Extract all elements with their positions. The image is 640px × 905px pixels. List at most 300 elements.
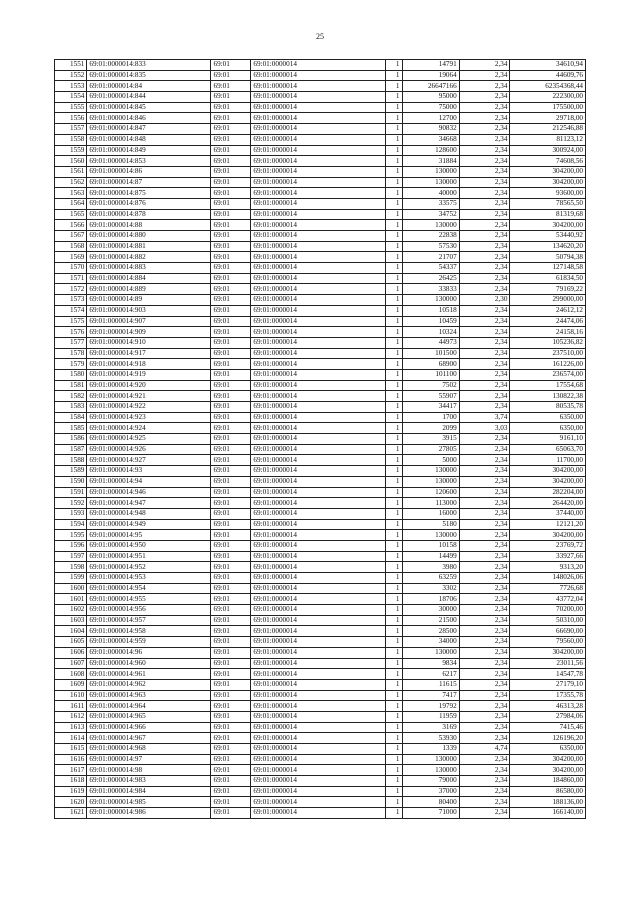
area-cell: 128600 — [402, 145, 459, 156]
area-cell: 3169 — [402, 722, 459, 733]
count-cell: 1 — [386, 754, 402, 765]
district-code-cell: 69:01 — [211, 423, 251, 434]
rate-cell: 2,34 — [459, 263, 510, 274]
row-number-cell: 1561 — [55, 166, 87, 177]
row-number-cell: 1605 — [55, 637, 87, 648]
cadastral-value-cell: 50310,00 — [510, 615, 586, 626]
area-cell: 34752 — [402, 209, 459, 220]
cadastral-number-cell: 69:01:0000014:955 — [87, 594, 211, 605]
cadastral-value-cell: 61834,50 — [510, 273, 586, 284]
table-row — [55, 615, 586, 626]
cadastral-value-cell: 304200,00 — [510, 754, 586, 765]
table-row — [55, 327, 586, 338]
row-number-cell: 1587 — [55, 444, 87, 455]
cadastral-quarter-cell: 69:01:0000014 — [251, 380, 386, 391]
row-number-cell: 1621 — [55, 808, 87, 819]
count-cell: 1 — [386, 359, 402, 370]
row-number-cell: 1595 — [55, 530, 87, 541]
cadastral-number-cell: 69:01:0000014:986 — [87, 808, 211, 819]
cadastral-value-cell: 212546,88 — [510, 124, 586, 135]
table-row — [55, 744, 586, 755]
row-number-cell: 1581 — [55, 380, 87, 391]
district-code-cell: 69:01 — [211, 284, 251, 295]
cadastral-number-cell: 69:01:0000014:882 — [87, 252, 211, 263]
cadastral-number-cell: 69:01:0000014:926 — [87, 444, 211, 455]
cadastral-value-cell: 37440,00 — [510, 508, 586, 519]
row-number-cell: 1592 — [55, 498, 87, 509]
cadastral-quarter-cell: 69:01:0000014 — [251, 316, 386, 327]
rate-cell: 2,34 — [459, 540, 510, 551]
district-code-cell: 69:01 — [211, 605, 251, 616]
cadastral-number-cell: 69:01:0000014:903 — [87, 305, 211, 316]
cadastral-value-cell: 236574,00 — [510, 369, 586, 380]
cadastral-quarter-cell: 69:01:0000014 — [251, 295, 386, 306]
cadastral-quarter-cell: 69:01:0000014 — [251, 220, 386, 231]
district-code-cell: 69:01 — [211, 263, 251, 274]
count-cell: 1 — [386, 776, 402, 787]
cadastral-quarter-cell: 69:01:0000014 — [251, 337, 386, 348]
rate-cell: 2,34 — [459, 455, 510, 466]
rate-cell: 2,34 — [459, 81, 510, 92]
area-cell: 34417 — [402, 402, 459, 413]
rate-cell: 2,34 — [459, 754, 510, 765]
row-number-cell: 1557 — [55, 124, 87, 135]
row-number-cell: 1607 — [55, 658, 87, 669]
count-cell: 1 — [386, 508, 402, 519]
cadastral-number-cell: 69:01:0000014:833 — [87, 60, 211, 71]
cadastral-value-cell: 80535,78 — [510, 402, 586, 413]
cadastral-quarter-cell: 69:01:0000014 — [251, 359, 386, 370]
table-row — [55, 60, 586, 71]
cadastral-value-cell: 188136,00 — [510, 797, 586, 808]
cadastral-number-cell: 69:01:0000014:845 — [87, 102, 211, 113]
row-number-cell: 1620 — [55, 797, 87, 808]
rate-cell: 2,34 — [459, 348, 510, 359]
table-row — [55, 540, 586, 551]
cadastral-number-cell: 69:01:0000014:849 — [87, 145, 211, 156]
count-cell: 1 — [386, 530, 402, 541]
area-cell: 1339 — [402, 744, 459, 755]
count-cell: 1 — [386, 690, 402, 701]
rate-cell: 2,34 — [459, 327, 510, 338]
row-number-cell: 1593 — [55, 508, 87, 519]
table-row — [55, 348, 586, 359]
cadastral-number-cell: 69:01:0000014:878 — [87, 209, 211, 220]
row-number-cell: 1579 — [55, 359, 87, 370]
table-row — [55, 380, 586, 391]
count-cell: 1 — [386, 562, 402, 573]
table-row — [55, 444, 586, 455]
count-cell: 1 — [386, 744, 402, 755]
area-cell: 2099 — [402, 423, 459, 434]
district-code-cell: 69:01 — [211, 551, 251, 562]
count-cell: 1 — [386, 177, 402, 188]
count-cell: 1 — [386, 380, 402, 391]
cadastral-number-cell: 69:01:0000014:961 — [87, 669, 211, 680]
count-cell: 1 — [386, 220, 402, 231]
cadastral-quarter-cell: 69:01:0000014 — [251, 263, 386, 274]
cadastral-number-cell: 69:01:0000014:985 — [87, 797, 211, 808]
row-number-cell: 1590 — [55, 476, 87, 487]
table-row — [55, 81, 586, 92]
rate-cell: 2,34 — [459, 690, 510, 701]
table-row — [55, 701, 586, 712]
district-code-cell: 69:01 — [211, 241, 251, 252]
district-code-cell: 69:01 — [211, 690, 251, 701]
district-code-cell: 69:01 — [211, 573, 251, 584]
area-cell: 130000 — [402, 754, 459, 765]
cadastral-value-cell: 70200,00 — [510, 605, 586, 616]
cadastral-quarter-cell: 69:01:0000014 — [251, 797, 386, 808]
area-cell: 7502 — [402, 380, 459, 391]
row-number-cell: 1602 — [55, 605, 87, 616]
cadastral-quarter-cell: 69:01:0000014 — [251, 455, 386, 466]
rate-cell: 2,34 — [459, 305, 510, 316]
cadastral-value-cell: 11700,00 — [510, 455, 586, 466]
cadastral-number-cell: 69:01:0000014:853 — [87, 156, 211, 167]
district-code-cell: 69:01 — [211, 466, 251, 477]
cadastral-number-cell: 69:01:0000014:963 — [87, 690, 211, 701]
area-cell: 11959 — [402, 711, 459, 722]
cadastral-quarter-cell: 69:01:0000014 — [251, 70, 386, 81]
cadastral-value-cell: 7726,68 — [510, 583, 586, 594]
cadastral-value-cell: 9161,10 — [510, 434, 586, 445]
cadastral-number-cell: 69:01:0000014:910 — [87, 337, 211, 348]
table-row — [55, 273, 586, 284]
area-cell: 40000 — [402, 188, 459, 199]
cadastral-quarter-cell: 69:01:0000014 — [251, 444, 386, 455]
area-cell: 19792 — [402, 701, 459, 712]
district-code-cell: 69:01 — [211, 70, 251, 81]
rate-cell: 2,34 — [459, 797, 510, 808]
area-cell: 3915 — [402, 434, 459, 445]
area-cell: 5000 — [402, 455, 459, 466]
table-row — [55, 776, 586, 787]
cadastral-quarter-cell: 69:01:0000014 — [251, 423, 386, 434]
row-number-cell: 1603 — [55, 615, 87, 626]
cadastral-quarter-cell: 69:01:0000014 — [251, 124, 386, 135]
row-number-cell: 1601 — [55, 594, 87, 605]
district-code-cell: 69:01 — [211, 487, 251, 498]
district-code-cell: 69:01 — [211, 124, 251, 135]
cadastral-number-cell: 69:01:0000014:881 — [87, 241, 211, 252]
district-code-cell: 69:01 — [211, 220, 251, 231]
count-cell: 1 — [386, 337, 402, 348]
rate-cell: 2,34 — [459, 487, 510, 498]
cadastral-value-cell: 6350,00 — [510, 412, 586, 423]
table-row — [55, 594, 586, 605]
area-cell: 55907 — [402, 391, 459, 402]
row-number-cell: 1562 — [55, 177, 87, 188]
count-cell: 1 — [386, 166, 402, 177]
district-code-cell: 69:01 — [211, 337, 251, 348]
rate-cell: 2,34 — [459, 402, 510, 413]
area-cell: 101100 — [402, 369, 459, 380]
count-cell: 1 — [386, 466, 402, 477]
cadastral-quarter-cell: 69:01:0000014 — [251, 113, 386, 124]
rate-cell: 3,74 — [459, 412, 510, 423]
row-number-cell: 1552 — [55, 70, 87, 81]
district-code-cell: 69:01 — [211, 797, 251, 808]
district-code-cell: 69:01 — [211, 594, 251, 605]
cadastral-number-cell: 69:01:0000014:983 — [87, 776, 211, 787]
cadastral-value-cell: 127148,58 — [510, 263, 586, 274]
district-code-cell: 69:01 — [211, 60, 251, 71]
district-code-cell: 69:01 — [211, 679, 251, 690]
district-code-cell: 69:01 — [211, 615, 251, 626]
area-cell: 130000 — [402, 220, 459, 231]
rate-cell: 2,34 — [459, 220, 510, 231]
district-code-cell: 69:01 — [211, 316, 251, 327]
row-number-cell: 1575 — [55, 316, 87, 327]
area-cell: 30000 — [402, 605, 459, 616]
district-code-cell: 69:01 — [211, 476, 251, 487]
rate-cell: 2,34 — [459, 380, 510, 391]
district-code-cell: 69:01 — [211, 102, 251, 113]
district-code-cell: 69:01 — [211, 626, 251, 637]
count-cell: 1 — [386, 316, 402, 327]
count-cell: 1 — [386, 797, 402, 808]
area-cell: 34000 — [402, 637, 459, 648]
count-cell: 1 — [386, 188, 402, 199]
area-cell: 79000 — [402, 776, 459, 787]
count-cell: 1 — [386, 679, 402, 690]
area-cell: 101500 — [402, 348, 459, 359]
cadastral-number-cell: 69:01:0000014:957 — [87, 615, 211, 626]
count-cell: 1 — [386, 605, 402, 616]
area-cell: 71000 — [402, 808, 459, 819]
district-code-cell: 69:01 — [211, 391, 251, 402]
cadastral-number-cell: 69:01:0000014:967 — [87, 733, 211, 744]
table-row — [55, 188, 586, 199]
cadastral-number-cell: 69:01:0000014:86 — [87, 166, 211, 177]
cadastral-value-cell: 43772,04 — [510, 594, 586, 605]
area-cell: 14791 — [402, 60, 459, 71]
cadastral-quarter-cell: 69:01:0000014 — [251, 573, 386, 584]
district-code-cell: 69:01 — [211, 519, 251, 530]
count-cell: 1 — [386, 455, 402, 466]
cadastral-number-cell: 69:01:0000014:98 — [87, 765, 211, 776]
row-number-cell: 1558 — [55, 134, 87, 145]
area-cell: 57530 — [402, 241, 459, 252]
area-cell: 3302 — [402, 583, 459, 594]
row-number-cell: 1551 — [55, 60, 87, 71]
rate-cell: 2,34 — [459, 573, 510, 584]
cadastral-number-cell: 69:01:0000014:847 — [87, 124, 211, 135]
rate-cell: 2,34 — [459, 359, 510, 370]
count-cell: 1 — [386, 60, 402, 71]
area-cell: 5180 — [402, 519, 459, 530]
cadastral-number-cell: 69:01:0000014:93 — [87, 466, 211, 477]
rate-cell: 2,34 — [459, 60, 510, 71]
cadastral-quarter-cell: 69:01:0000014 — [251, 519, 386, 530]
table-row — [55, 102, 586, 113]
cadastral-number-cell: 69:01:0000014:88 — [87, 220, 211, 231]
rate-cell: 4,74 — [459, 744, 510, 755]
district-code-cell: 69:01 — [211, 166, 251, 177]
table-row — [55, 92, 586, 103]
area-cell: 3980 — [402, 562, 459, 573]
cadastral-value-cell: 304200,00 — [510, 466, 586, 477]
cadastral-value-cell: 86580,00 — [510, 786, 586, 797]
table-row — [55, 808, 586, 819]
rate-cell: 2,34 — [459, 337, 510, 348]
rate-cell: 2,34 — [459, 369, 510, 380]
count-cell: 1 — [386, 637, 402, 648]
district-code-cell: 69:01 — [211, 327, 251, 338]
rate-cell: 2,34 — [459, 701, 510, 712]
count-cell: 1 — [386, 765, 402, 776]
table-row — [55, 434, 586, 445]
cadastral-quarter-cell: 69:01:0000014 — [251, 594, 386, 605]
cadastral-value-cell: 50794,38 — [510, 252, 586, 263]
cadastral-value-cell: 81319,68 — [510, 209, 586, 220]
district-code-cell: 69:01 — [211, 455, 251, 466]
rate-cell: 2,34 — [459, 273, 510, 284]
cadastral-value-cell: 148026,06 — [510, 573, 586, 584]
row-number-cell: 1589 — [55, 466, 87, 477]
area-cell: 7417 — [402, 690, 459, 701]
table-row — [55, 658, 586, 669]
area-cell: 21500 — [402, 615, 459, 626]
district-code-cell: 69:01 — [211, 231, 251, 242]
row-number-cell: 1577 — [55, 337, 87, 348]
cadastral-value-cell: 23011,56 — [510, 658, 586, 669]
table-row — [55, 145, 586, 156]
cadastral-value-cell: 79560,00 — [510, 637, 586, 648]
count-cell: 1 — [386, 626, 402, 637]
table-row — [55, 305, 586, 316]
row-number-cell: 1574 — [55, 305, 87, 316]
cadastral-number-cell: 69:01:0000014:94 — [87, 476, 211, 487]
cadastral-value-cell: 93600,00 — [510, 188, 586, 199]
cadastral-quarter-cell: 69:01:0000014 — [251, 241, 386, 252]
cadastral-quarter-cell: 69:01:0000014 — [251, 177, 386, 188]
cadastral-value-cell: 237510,00 — [510, 348, 586, 359]
row-number-cell: 1612 — [55, 711, 87, 722]
area-cell: 10459 — [402, 316, 459, 327]
area-cell: 12700 — [402, 113, 459, 124]
district-code-cell: 69:01 — [211, 701, 251, 712]
area-cell: 80400 — [402, 797, 459, 808]
table-row — [55, 337, 586, 348]
rate-cell: 2,34 — [459, 166, 510, 177]
cadastral-value-cell: 14547,78 — [510, 669, 586, 680]
count-cell: 1 — [386, 808, 402, 819]
cadastral-number-cell: 69:01:0000014:919 — [87, 369, 211, 380]
area-cell: 1700 — [402, 412, 459, 423]
cadastral-number-cell: 69:01:0000014:952 — [87, 562, 211, 573]
row-number-cell: 1586 — [55, 434, 87, 445]
count-cell: 1 — [386, 231, 402, 242]
area-cell: 10518 — [402, 305, 459, 316]
row-number-cell: 1553 — [55, 81, 87, 92]
table-row — [55, 198, 586, 209]
rate-cell: 2,34 — [459, 519, 510, 530]
cadastral-value-cell: 66690,00 — [510, 626, 586, 637]
cadastral-number-cell: 69:01:0000014:95 — [87, 530, 211, 541]
table-row — [55, 733, 586, 744]
cadastral-number-cell: 69:01:0000014:909 — [87, 327, 211, 338]
rate-cell: 2,34 — [459, 508, 510, 519]
table-row — [55, 562, 586, 573]
count-cell: 1 — [386, 305, 402, 316]
cadastral-number-cell: 69:01:0000014:958 — [87, 626, 211, 637]
area-cell: 63259 — [402, 573, 459, 584]
cadastral-value-cell: 65063,70 — [510, 444, 586, 455]
cadastral-quarter-cell: 69:01:0000014 — [251, 744, 386, 755]
row-number-cell: 1585 — [55, 423, 87, 434]
table-row — [55, 765, 586, 776]
cadastral-value-cell: 12121,20 — [510, 519, 586, 530]
area-cell: 22838 — [402, 231, 459, 242]
count-cell: 1 — [386, 81, 402, 92]
district-code-cell: 69:01 — [211, 380, 251, 391]
rate-cell: 2,34 — [459, 70, 510, 81]
district-code-cell: 69:01 — [211, 669, 251, 680]
cadastral-quarter-cell: 69:01:0000014 — [251, 466, 386, 477]
cadastral-value-cell: 222300,00 — [510, 92, 586, 103]
rate-cell: 2,34 — [459, 594, 510, 605]
count-cell: 1 — [386, 722, 402, 733]
cadastral-value-cell: 17554,68 — [510, 380, 586, 391]
cadastral-value-cell: 24158,16 — [510, 327, 586, 338]
table-row — [55, 209, 586, 220]
rate-cell: 2,34 — [459, 733, 510, 744]
cadastral-number-cell: 69:01:0000014:884 — [87, 273, 211, 284]
cadastral-quarter-cell: 69:01:0000014 — [251, 327, 386, 338]
cadastral-quarter-cell: 69:01:0000014 — [251, 102, 386, 113]
row-number-cell: 1564 — [55, 198, 87, 209]
cadastral-number-cell: 69:01:0000014:968 — [87, 744, 211, 755]
area-cell: 130000 — [402, 166, 459, 177]
cadastral-value-table — [54, 59, 586, 819]
rate-cell: 2,34 — [459, 615, 510, 626]
row-number-cell: 1563 — [55, 188, 87, 199]
cadastral-number-cell: 69:01:0000014:835 — [87, 70, 211, 81]
row-number-cell: 1598 — [55, 562, 87, 573]
district-code-cell: 69:01 — [211, 113, 251, 124]
cadastral-quarter-cell: 69:01:0000014 — [251, 765, 386, 776]
area-cell: 16000 — [402, 508, 459, 519]
count-cell: 1 — [386, 594, 402, 605]
cadastral-value-cell: 304200,00 — [510, 530, 586, 541]
cadastral-number-cell: 69:01:0000014:947 — [87, 498, 211, 509]
area-cell: 34668 — [402, 134, 459, 145]
cadastral-number-cell: 69:01:0000014:956 — [87, 605, 211, 616]
count-cell: 1 — [386, 519, 402, 530]
rate-cell: 2,34 — [459, 679, 510, 690]
table-row — [55, 113, 586, 124]
rate-cell: 2,34 — [459, 658, 510, 669]
table-row — [55, 252, 586, 263]
row-number-cell: 1611 — [55, 701, 87, 712]
count-cell: 1 — [386, 113, 402, 124]
rate-cell: 2,34 — [459, 637, 510, 648]
row-number-cell: 1570 — [55, 263, 87, 274]
rate-cell: 2,34 — [459, 252, 510, 263]
table-row — [55, 690, 586, 701]
count-cell: 1 — [386, 348, 402, 359]
rate-cell: 2,34 — [459, 786, 510, 797]
area-cell: 31884 — [402, 156, 459, 167]
table-row — [55, 722, 586, 733]
district-code-cell: 69:01 — [211, 786, 251, 797]
count-cell: 1 — [386, 156, 402, 167]
row-number-cell: 1565 — [55, 209, 87, 220]
cadastral-quarter-cell: 69:01:0000014 — [251, 498, 386, 509]
count-cell: 1 — [386, 701, 402, 712]
